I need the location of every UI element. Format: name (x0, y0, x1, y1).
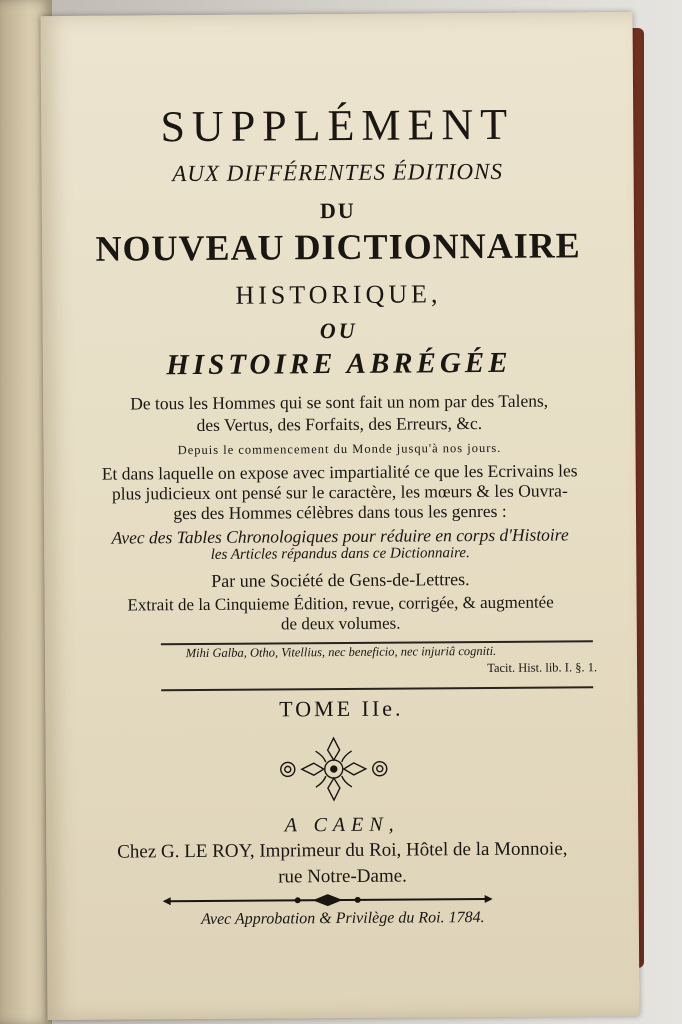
approbation-line: Avec Approbation & Privilège du Roi. 1784. (200, 909, 485, 928)
word-du: DU (319, 197, 356, 224)
imprint-printer: Chez G. LE ROY, Imprimeur du Roi, Hôtel de la Monnoie, (117, 838, 568, 863)
printer-ornament-icon (274, 734, 394, 805)
title-histoire-abregee: HISTOIRE ABRÉGÉE (166, 346, 512, 382)
tables-line-1: Avec des Tables Chronologiques pour réduire en corps d'Histoire (111, 524, 569, 548)
title-nouveau-dictionnaire: NOUVEAU DICTIONNAIRE (95, 225, 581, 269)
imprint-street: rue Notre-Dame. (278, 865, 407, 888)
subtitle-editions: AUX DIFFÉRENTES ÉDITIONS (172, 158, 503, 187)
title-page-content (41, 12, 640, 1020)
epigraph-quote: Mihi Galba, Otho, Vitellius, nec beneficio, nec injuriâ cogniti. (185, 643, 497, 661)
ornamental-rule-icon (163, 893, 493, 907)
volume-number: TOME IIe. (279, 695, 404, 722)
depuis-line: Depuis le commencement du Monde jusqu'à nos jours. (177, 440, 502, 458)
description-line-2: des Vertus, des Forfaits, des Erreurs, &c. (196, 413, 483, 435)
edition-line-2: de deux volumes. (280, 613, 401, 634)
title-historique: HISTORIQUE, (235, 279, 442, 310)
scope-line-3: ges des Hommes célèbres dans tous les genres : (173, 500, 507, 524)
tables-line-2: les Articles répandus dans ce Dictionnaire. (210, 545, 470, 563)
imprint-place: A CAEN, (284, 813, 400, 837)
description-line-1: De tous les Hommes qui se sont fait un nom par des Talens, (130, 390, 549, 414)
epigraph-source: Tacit. Hist. lib. I. §. 1. (487, 660, 598, 675)
scope-line-2: plus judicieux ont pensé sur le caractère, les mœurs & les Ouvra- (111, 480, 568, 504)
edition-line-1: Extrait de la Cinquieme Édition, revue, corrigée, & augmentée (127, 592, 554, 615)
title-page (41, 12, 640, 1020)
title-supplement: SUPPLÉMENT (160, 99, 515, 152)
scope-line-1: Et dans laquelle on expose avec impartialité ce que les Ecrivains les (101, 460, 578, 484)
word-ou: OU (319, 317, 358, 344)
authorship-line: Par une Société de Gens-de-Lettres. (211, 569, 470, 591)
rule-bottom (161, 686, 593, 691)
